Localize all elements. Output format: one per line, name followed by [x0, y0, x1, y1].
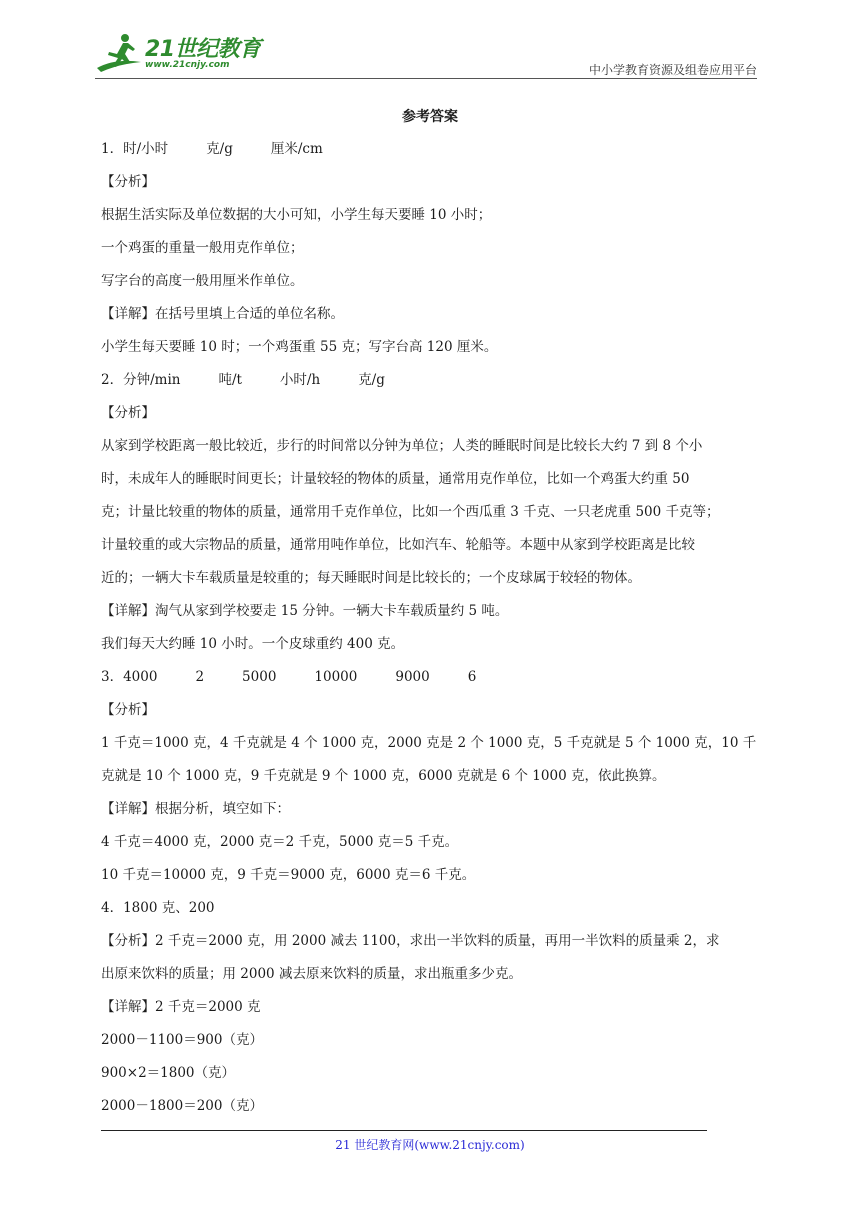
- q4-analysis-line: 【分析】2 千克＝2000 克，用 2000 减去 1100，求出一半饮料的质量，再用一半饮料的质量乘 2，求: [101, 933, 720, 949]
- q1-analysis-line: 一个鸡蛋的重量一般用克作单位；: [101, 240, 304, 256]
- q3-analysis-line: 1 千克＝1000 克，4 千克就是 4 个 1000 克，2000 克是 2 个 1000 克，5 千克就是 5 个 1000 克，10 千: [101, 735, 757, 751]
- q4-calc-line: 900×2＝1800（克）: [101, 1065, 236, 1081]
- logo-text: 21世纪教育: [145, 37, 261, 62]
- q1-detail: 【详解】在括号里填上合适的单位名称。: [101, 306, 344, 322]
- footer-divider: [101, 1130, 707, 1131]
- q3-detail-line: 10 千克＝10000 克，9 千克＝9000 克，6000 克＝6 千克。: [101, 867, 476, 883]
- q3-detail-line: 4 千克＝4000 克，2000 克＝2 千克，5000 克＝5 千克。: [101, 834, 459, 850]
- q2-analysis-line: 从家到学校距离一般比较近，步行的时间常以分钟为单位；人类的睡眠时间是比较长大约 7 到 8 个小: [101, 438, 703, 454]
- runner-icon: [95, 32, 143, 76]
- q1-analysis-tag: 【分析】: [101, 174, 155, 190]
- q2-detail-line: 我们每天大约睡 10 小时。一个皮球重约 400 克。: [101, 636, 405, 652]
- q3-answer: 3．4000 2 5000 10000 9000 6: [101, 669, 477, 685]
- q4-detail: 【详解】2 千克＝2000 克: [101, 999, 261, 1015]
- page-footer: 21 世纪教育网(www.21cnjy.com): [335, 1138, 525, 1152]
- q2-analysis-line: 计量较重的或大宗物品的质量，通常用吨作单位，比如汽车、轮船等。本题中从家到学校距离是比较: [101, 537, 695, 553]
- q2-analysis-line: 时，未成年人的睡眠时间更长；计量较轻的物体的质量，通常用克作单位，比如一个鸡蛋大约重 50: [101, 471, 690, 487]
- q4-answer: 4．1800 克、200: [101, 900, 215, 916]
- header-divider: [95, 78, 757, 79]
- q2-analysis-line: 近的；一辆大卡车载质量是较重的；每天睡眠时间是比较长的；一个皮球属于较轻的物体。: [101, 570, 641, 586]
- answer-content: [101, 138, 763, 1128]
- logo-url: www.21cnjy.com: [145, 60, 230, 70]
- site-logo: [95, 30, 265, 78]
- q2-answer: 2．分钟/min 吨/t 小时/h 克/g: [101, 372, 385, 388]
- q2-analysis-line: 克；计量比较重的物体的质量，通常用千克作单位，比如一个西瓜重 3 千克、一只老虎重 500 千克等；: [101, 504, 720, 520]
- q4-calc-line: 2000－1800＝200（克）: [101, 1098, 263, 1114]
- q3-analysis-tag: 【分析】: [101, 702, 155, 718]
- q1-analysis-line: 根据生活实际及单位数据的大小可知，小学生每天要睡 10 小时；: [101, 207, 492, 223]
- page-title: 参考答案: [402, 109, 458, 125]
- platform-name: 中小学教育资源及组卷应用平台: [588, 63, 757, 77]
- q2-detail: 【详解】淘气从家到学校要走 15 分钟。一辆大卡车载质量约 5 吨。: [101, 603, 509, 619]
- q1-analysis-line: 写字台的高度一般用厘米作单位。: [101, 273, 304, 289]
- q4-analysis-line: 出原来饮料的质量；用 2000 减去原来饮料的质量，求出瓶重多少克。: [101, 966, 522, 982]
- q3-analysis-line: 克就是 10 个 1000 克，9 千克就是 9 个 1000 克，6000 克就是 6 个 1000 克，依此换算。: [101, 768, 666, 784]
- q3-detail: 【详解】根据分析，填空如下：: [101, 801, 290, 817]
- page-header: [95, 30, 757, 80]
- q4-calc-line: 2000－1100＝900（克）: [101, 1032, 263, 1048]
- q1-detail-line: 小学生每天要睡 10 时；一个鸡蛋重 55 克；写字台高 120 厘米。: [101, 339, 498, 355]
- q1-answer: 1．时/小时 克/g 厘米/cm: [101, 141, 323, 157]
- q2-analysis-tag: 【分析】: [101, 405, 155, 421]
